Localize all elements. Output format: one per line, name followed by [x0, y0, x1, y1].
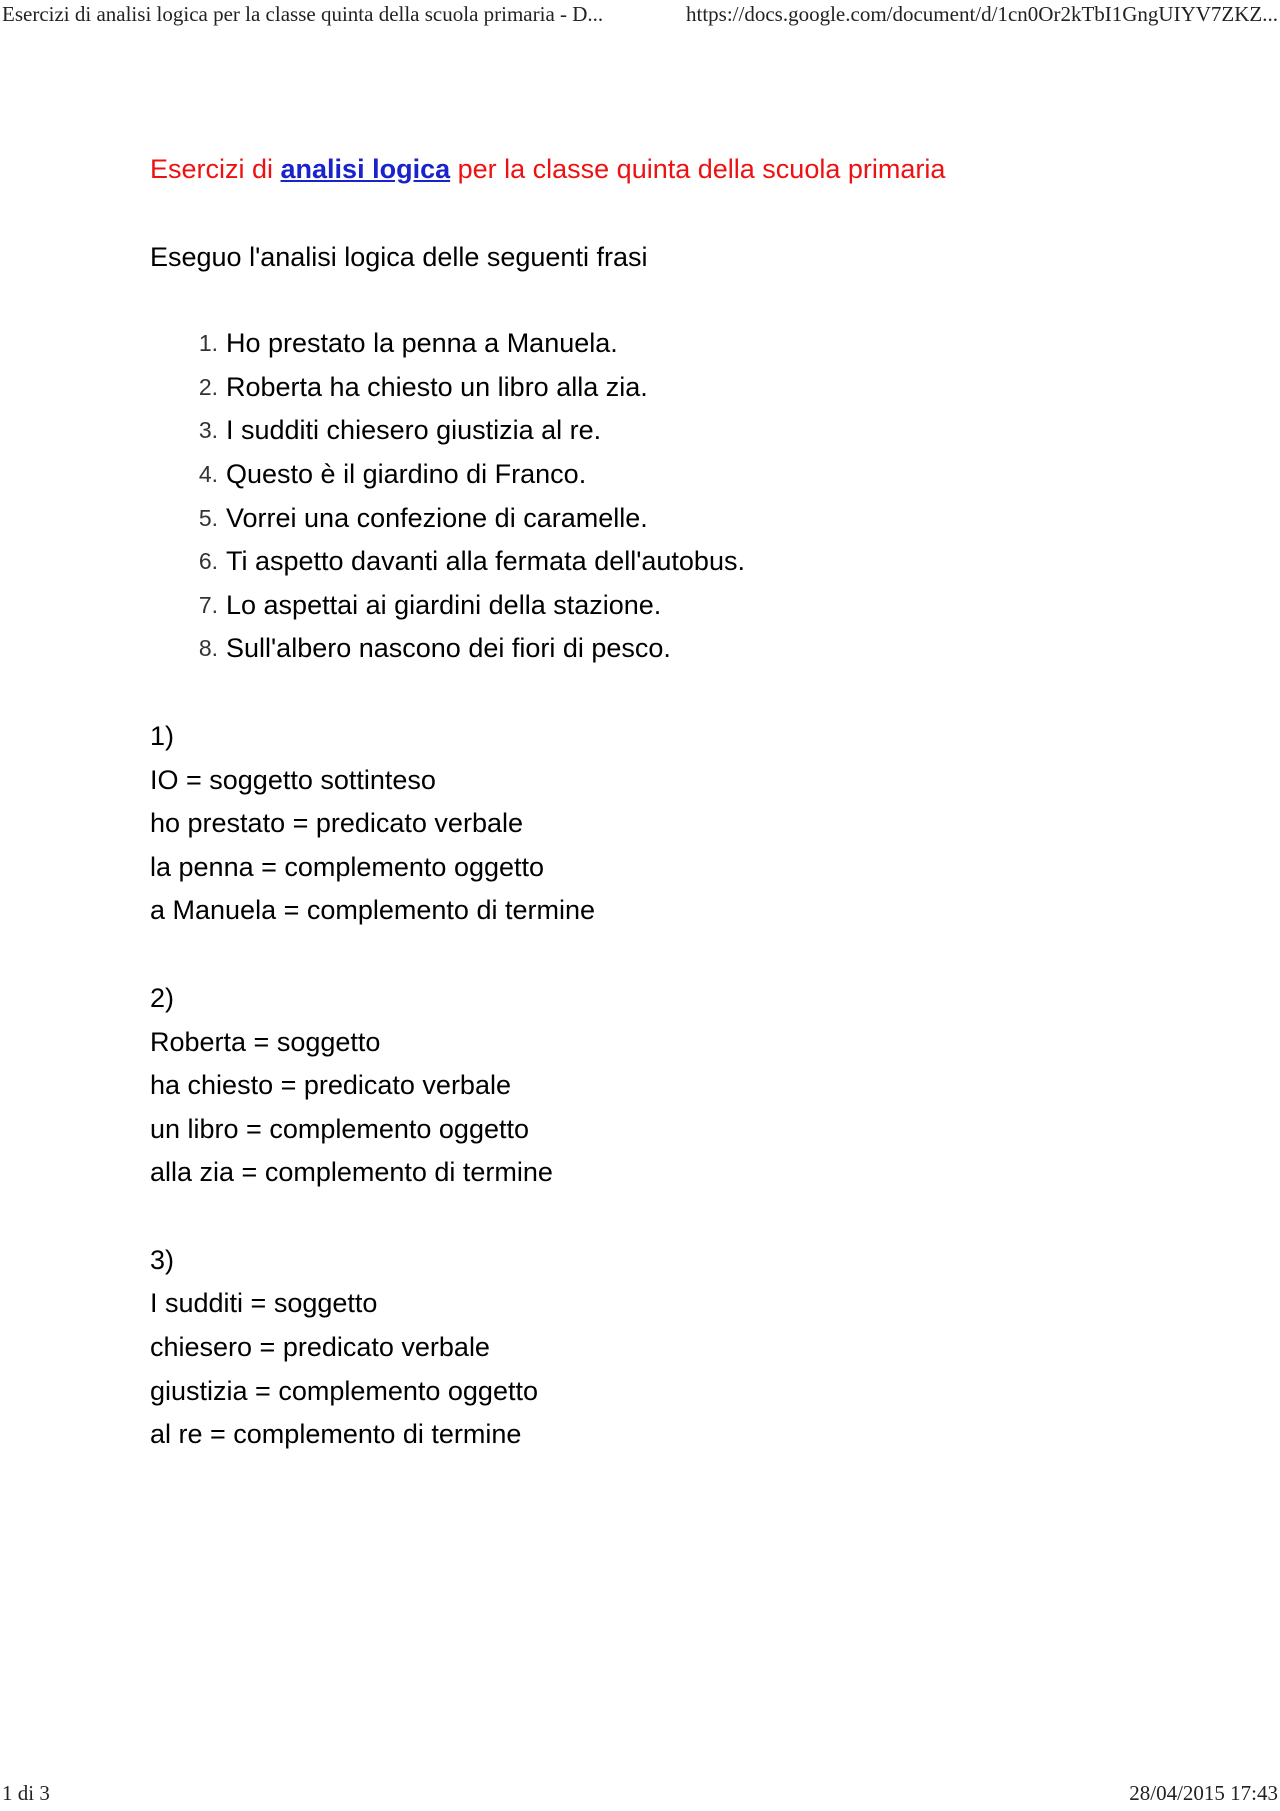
exercise-number: 6. [198, 548, 218, 575]
exercise-number: 2. [198, 373, 218, 400]
exercise-number: 5. [198, 504, 218, 531]
exercise-list [150, 322, 1190, 671]
exercise-sentence: Questo è il giardino di Franco. [226, 458, 587, 489]
exercise-sentence: Ti aspetto davanti alla fermata dell'autobus. [226, 546, 745, 577]
answer-line: Roberta = soggetto [150, 1026, 381, 1057]
answer-line: I sudditi = soggetto [150, 1288, 378, 1319]
page-counter: 1 di 3 [2, 1781, 50, 1805]
print-footer [0, 1781, 1280, 1809]
answer-line: ha chiesto = predicato verbale [150, 1070, 511, 1101]
print-header-url: https://docs.google.com/document/d/1cn0Or2kTbI1GngUIYV7ZKZ... [686, 2, 1278, 26]
exercise-number: 4. [198, 460, 218, 487]
exercise-item [150, 322, 1190, 366]
answer-line: a Manuela = complemento di termine [150, 895, 595, 926]
exercise-item [150, 497, 1190, 541]
answer-line: un libro = complemento oggetto [150, 1113, 529, 1144]
answer-block-1 [150, 715, 1190, 933]
exercise-item [150, 540, 1190, 584]
exercise-item [150, 584, 1190, 628]
exercise-sentence: Sull'albero nascono dei fiori di pesco. [226, 633, 671, 664]
exercise-sentence: Roberta ha chiesto un libro alla zia. [226, 371, 648, 402]
answer-block-2 [150, 977, 1190, 1195]
exercise-sentence: Ho prestato la penna a Manuela. [226, 328, 618, 359]
answer-line: chiesero = predicato verbale [150, 1332, 490, 1363]
exercise-item [150, 409, 1190, 453]
answer-line: la penna = complemento oggetto [150, 851, 545, 882]
analisi-logica-link[interactable]: analisi logica [280, 154, 451, 184]
exercise-item [150, 366, 1190, 410]
print-header [0, 2, 1280, 30]
exercise-number: 3. [198, 417, 218, 444]
exercise-sentence: Lo aspettai ai giardini della stazione. [226, 589, 662, 620]
exercise-number: 1. [198, 330, 218, 357]
exercise-sentence: I sudditi chiesero giustizia al re. [226, 415, 602, 446]
answer-label: 2) [150, 982, 175, 1013]
print-header-page-title: Esercizi di analisi logica per la classe quinta della scuola primaria - D... [2, 2, 604, 26]
exercise-item [150, 453, 1190, 497]
answer-line: alla zia = complemento di termine [150, 1157, 553, 1188]
title-prefix: Esercizi di [150, 154, 281, 184]
answer-label: 3) [150, 1244, 175, 1275]
print-timestamp: 28/04/2015 17:43 [1129, 1781, 1278, 1805]
answer-label: 1) [150, 720, 175, 751]
title-suffix: per la classe quinta della scuola primaria [450, 154, 946, 184]
exercise-number: 8. [198, 635, 218, 662]
answer-block-3 [150, 1239, 1190, 1457]
answer-line: ho prestato = predicato verbale [150, 808, 523, 839]
exercise-number: 7. [198, 591, 218, 618]
instructions-text: Eseguo l'analisi logica delle seguenti frasi [150, 241, 648, 272]
document-title [150, 148, 1190, 192]
answer-line: al re = complemento di termine [150, 1419, 522, 1450]
exercise-sentence: Vorrei una confezione di caramelle. [226, 502, 648, 533]
answer-line: IO = soggetto sottinteso [150, 764, 436, 795]
answer-line: giustizia = complemento oggetto [150, 1375, 538, 1406]
document-body [150, 148, 1190, 1457]
exercise-item [150, 627, 1190, 671]
